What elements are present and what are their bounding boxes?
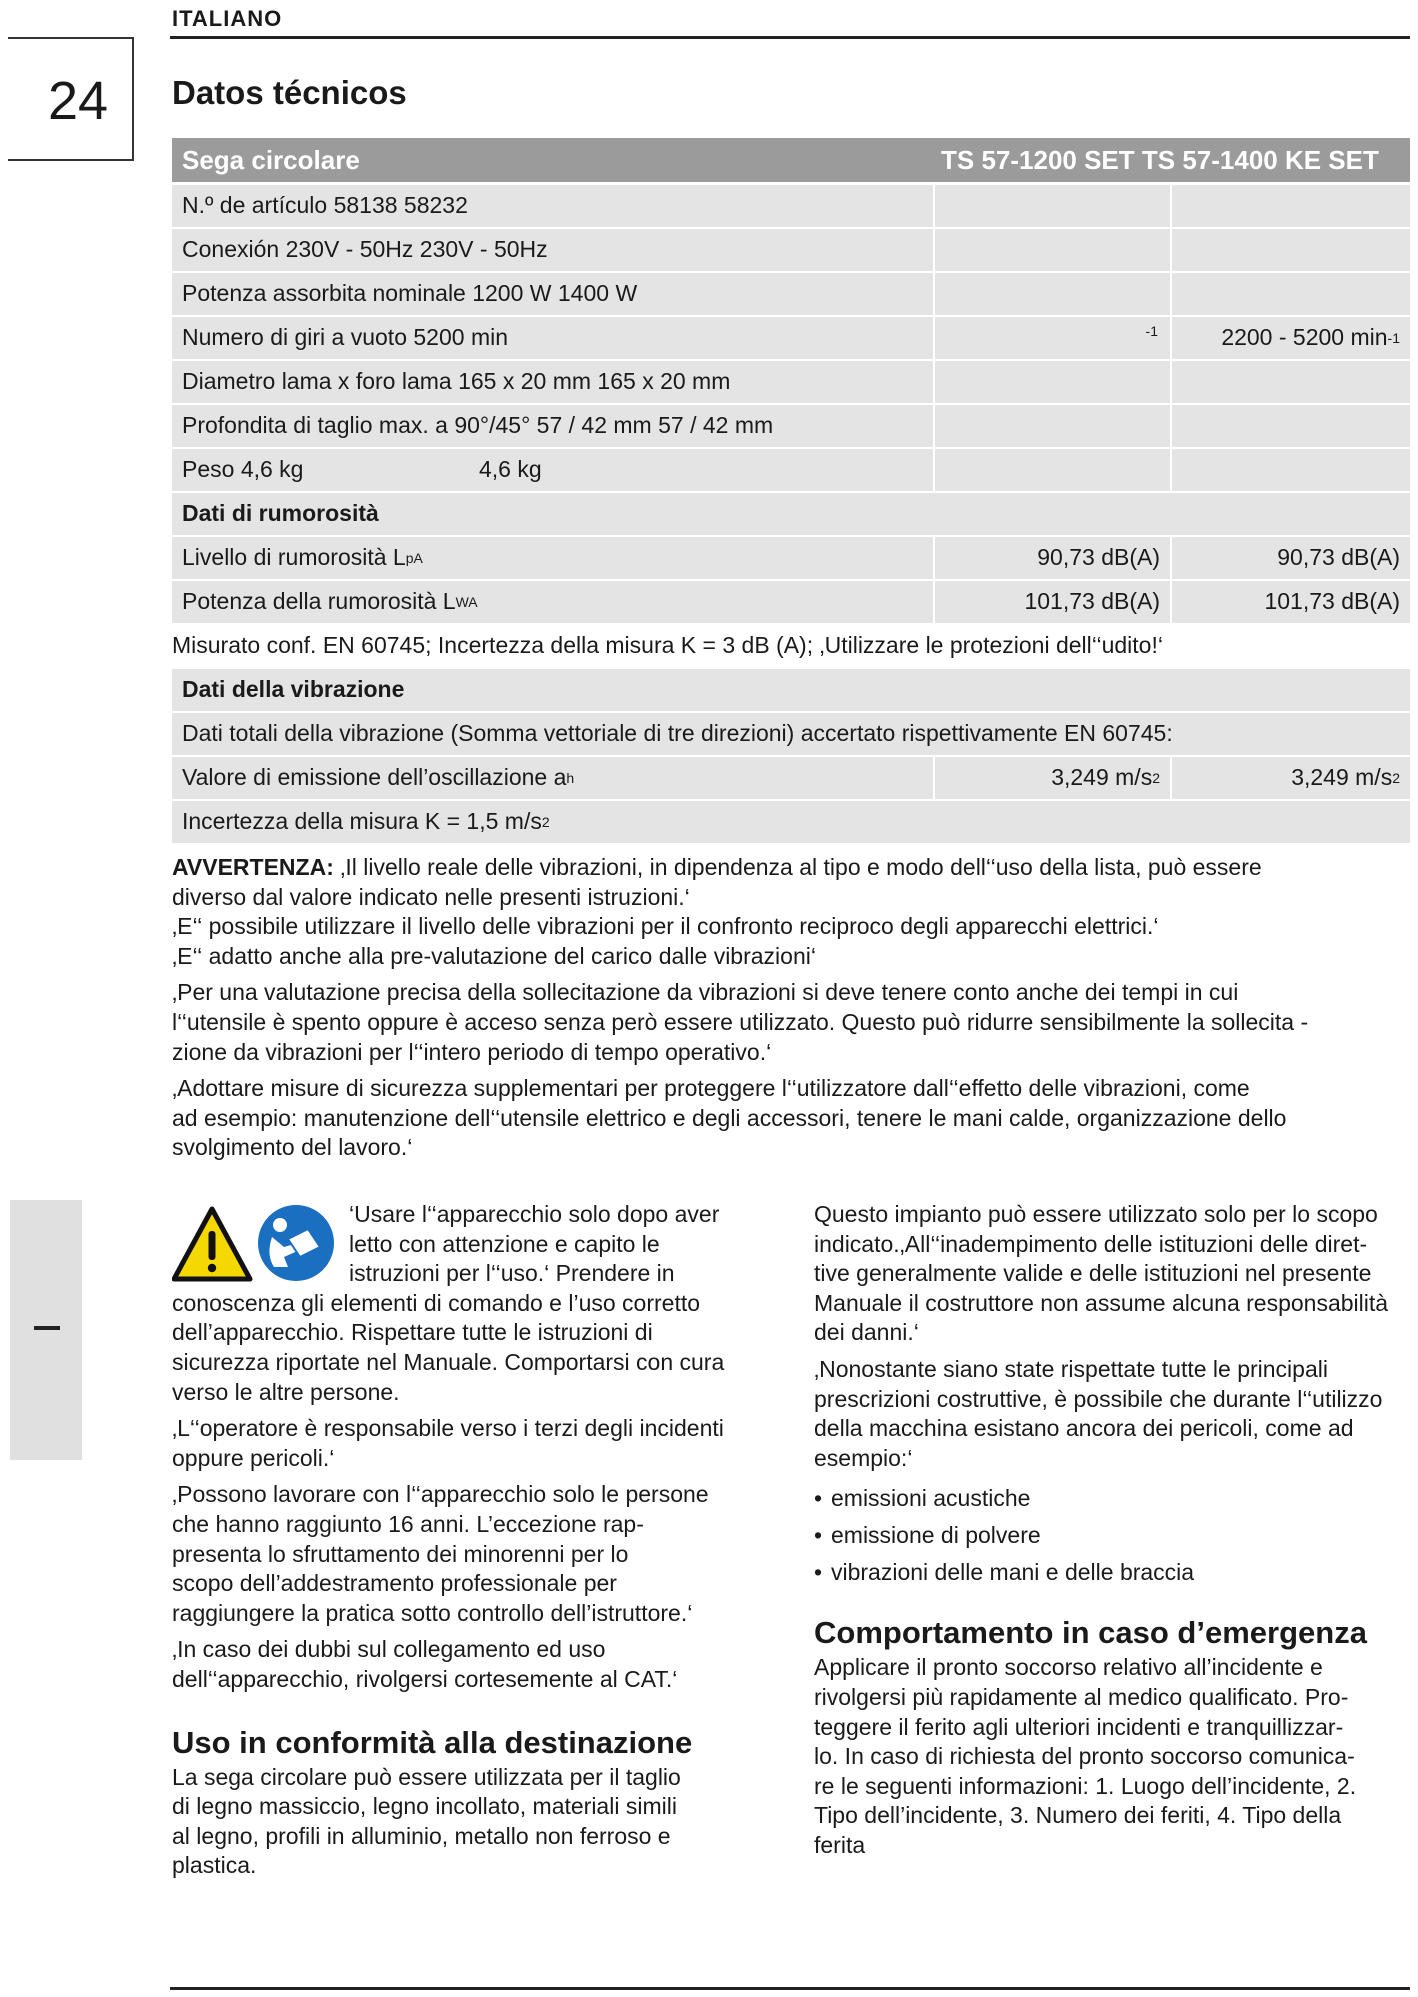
text-line: lo. In caso di richiesta del pronto soccorso comunica-	[814, 1743, 1355, 1770]
text-line: ‚E‘‘ adatto anche alla pre-valutazione del carico dalle vibrazioni‘	[172, 942, 816, 969]
noise-level-sub: pA	[405, 549, 423, 566]
vibration-uncertainty	[172, 801, 1410, 843]
row-weight	[172, 449, 933, 491]
text-line: ‚In caso dei dubbi sul collegamento ed uso	[172, 1636, 606, 1663]
header-label: Sega circolare	[182, 144, 360, 175]
text-line: letto con attenzione e capito le	[349, 1230, 660, 1257]
text-line: l‘‘utensile è spento oppure è acceso senza però essere utilizzato. Questo può ridurre sensibilmente la sollecita -	[172, 1008, 1309, 1035]
uncertainty-label: Incertezza della misura K = 1,5 m/s	[182, 808, 542, 835]
row-article: N.º de artículo 58138 58232	[172, 185, 933, 227]
left-column	[172, 1200, 772, 1888]
row-vibration-emission	[172, 757, 933, 799]
text-line: conoscenza gli elementi di comando e l’uso corretto	[172, 1289, 701, 1316]
table-row	[172, 713, 1410, 755]
table-row	[172, 405, 1410, 447]
text-line: che hanno raggiunto 16 anni. L’eccezione rap-	[172, 1510, 644, 1537]
vibration-emission-sub: h	[566, 769, 575, 786]
text-line: della macchina esistano ancora dei pericoli, come ad	[814, 1415, 1354, 1442]
safety-paragraph-4	[172, 1635, 772, 1694]
safety-paragraph-2	[172, 1414, 772, 1473]
rpm-cell-1	[935, 317, 1170, 359]
text-line: ad esempio: manutenzione dell‘‘utensile elettrico e degli accessori, tenere le mani calde, organizzazione dello	[172, 1104, 1287, 1131]
warning-label: AVVERTENZA:	[172, 854, 334, 880]
empty-cell	[935, 273, 1170, 315]
vibration-section-title: Dati della vibrazione	[172, 669, 1410, 711]
bullet-icon: •	[814, 1522, 823, 1549]
page-title: Datos técnicos	[172, 74, 407, 111]
bullet-icon: •	[814, 1559, 823, 1586]
noise-power-label: Potenza della rumorosità L	[182, 588, 456, 615]
language-label: ITALIANO	[172, 6, 283, 31]
text-line: plastica.	[172, 1852, 257, 1879]
text-line: Tipo dell’incidente, 3. Numero dei feriti, 4. Tipo della	[814, 1802, 1342, 1829]
text-line: re le seguenti informazioni: 1. Luogo dell’incidente, 2.	[814, 1772, 1357, 1799]
vibration-value: 3,249 m/s	[1051, 764, 1153, 791]
text-line: Manuale il costruttore non assume alcuna responsabilità	[814, 1289, 1389, 1316]
risk-list	[814, 1480, 1414, 1591]
weight-extra: 4,6 kg	[479, 456, 542, 483]
rpm-value-sup: -1	[1387, 329, 1400, 346]
empty-cell	[1172, 405, 1410, 447]
indented-lines	[172, 1200, 772, 1289]
text-line: prescrizioni costruttive, è possibile che durante l‘‘utilizzo	[814, 1385, 1383, 1412]
table-section-row	[172, 493, 1410, 535]
table-row	[172, 757, 1410, 799]
row-noise-power	[172, 581, 933, 623]
text-line: Applicare il pronto soccorso relativo all’incidente e	[814, 1654, 1323, 1681]
vibration-value-sup: 2	[1152, 769, 1160, 786]
warning-paragraph-1	[172, 853, 1412, 971]
footer-rule	[170, 1987, 1410, 1990]
text-line: scopo dell’addestramento professionale per	[172, 1570, 617, 1597]
intended-use-heading: Uso in conformità alla destinazione	[172, 1724, 693, 1760]
vibration-value: 3,249 m/s	[1291, 764, 1393, 791]
empty-cell	[935, 185, 1170, 227]
text-line: ‚Possono lavorare con l‘‘apparecchio solo le persone	[172, 1481, 709, 1508]
list-item	[814, 1554, 1414, 1591]
text-line: tive generalmente valide e delle istituzioni nel presente	[814, 1260, 1372, 1287]
text-line: teggere il ferito agli ulteriori incidenti e tranquillizzar-	[814, 1713, 1344, 1740]
warning-block	[172, 853, 1412, 1170]
text-line: di legno massiccio, legno incollato, materiali simili	[172, 1793, 677, 1820]
empty-cell	[935, 229, 1170, 271]
vibration-emission-2	[1172, 757, 1410, 799]
text-line: dei danni.‘	[814, 1319, 919, 1346]
table-row	[172, 537, 1410, 579]
intended-use-paragraph	[172, 1763, 772, 1881]
liability-paragraph	[814, 1200, 1414, 1348]
list-item	[814, 1517, 1414, 1554]
empty-cell	[935, 361, 1170, 403]
table-row	[172, 449, 1410, 491]
text-line: indicato.‚All‘‘inadempimento delle istituzioni delle diret-	[814, 1230, 1368, 1257]
emergency-heading: Comportamento in caso d’emergenza	[814, 1615, 1367, 1651]
text-line: verso le altre persone.	[172, 1378, 400, 1405]
table-row	[172, 581, 1410, 623]
text-line: sicurezza riportate nel Manuale. Comportarsi con cura	[172, 1348, 725, 1375]
residual-risk-paragraph	[814, 1355, 1414, 1473]
uncertainty-sup: 2	[541, 813, 550, 830]
right-column	[814, 1200, 1414, 1868]
empty-cell	[1172, 185, 1410, 227]
safety-paragraph-3	[172, 1480, 772, 1628]
vibration-value-sup: 2	[1392, 769, 1400, 786]
safety-paragraph-1	[172, 1200, 772, 1407]
paragraph-lines	[172, 1289, 772, 1407]
text-span: ‚Il livello reale delle vibrazioni, in dipendenza al tipo e modo dell‘‘uso della lista, può essere	[333, 854, 1262, 880]
empty-cell	[1172, 449, 1410, 491]
row-rpm: Numero di giri a vuoto 5200 min	[172, 317, 933, 359]
vibration-emission-1	[935, 757, 1170, 799]
text-line	[172, 853, 1412, 883]
table-row	[172, 361, 1410, 403]
table-row	[172, 801, 1410, 843]
row-connection: Conexión 230V - 50Hz 230V - 50Hz	[172, 229, 933, 271]
text-line: ‘Usare l‘‘apparecchio solo dopo aver	[349, 1201, 720, 1227]
row-power: Potenza assorbita nominale 1200 W 1400 W	[172, 273, 933, 315]
noise-level-label: Livello di rumorosità L	[182, 544, 406, 571]
table-row	[172, 229, 1410, 271]
text-line: ‚Adottare misure di sicurezza supplementari per proteggere l‘‘utilizzatore dall‘‘effetto delle vibrazioni, come	[172, 1075, 1250, 1102]
text-line: ‚Per una valutazione precisa della sollecitazione da vibrazioni si deve tenere conto anche dei tempi in cui	[172, 979, 1239, 1006]
table-row	[172, 185, 1410, 227]
rpm-value: 2200 - 5200 min	[1221, 324, 1388, 351]
empty-cell	[1172, 361, 1410, 403]
text-line: zione da vibrazioni per l‘‘intero periodo di tempo operativo.‘	[172, 1038, 772, 1065]
noise-power-sub: WA	[455, 593, 478, 610]
text-line: rivolgersi più rapidamente al medico qualificato. Pro-	[814, 1683, 1349, 1710]
text-line: istruzioni per l‘‘uso.‘ Prendere in	[349, 1260, 675, 1287]
warning-paragraph-2	[172, 978, 1412, 1067]
list-item-text: vibrazioni delle mani e delle braccia	[831, 1559, 1195, 1586]
noise-section-title: Dati di rumorosità	[172, 493, 1410, 535]
text-line: dell‘‘apparecchio, rivolgersi cortesemente al CAT.‘	[172, 1665, 678, 1692]
text-line: ferita	[814, 1831, 866, 1858]
text-line: dell’apparecchio. Rispettare tutte le istruzioni di	[172, 1319, 653, 1346]
list-item-text: emissione di polvere	[831, 1522, 1041, 1549]
noise-power-2: 101,73 dB(A)	[1172, 581, 1410, 623]
text-line: La sega circolare può essere utilizzata per il taglio	[172, 1763, 681, 1790]
side-tab-mark	[34, 1326, 60, 1330]
emergency-paragraph	[814, 1653, 1414, 1860]
table-row	[172, 273, 1410, 315]
side-tab	[10, 1200, 82, 1460]
text-line: raggiungere la pratica sotto controllo dell’istruttore.‘	[172, 1599, 693, 1626]
list-item	[814, 1480, 1414, 1517]
rpm-cell-2	[1172, 317, 1410, 359]
row-blade: Diametro lama x foro lama 165 x 20 mm 165 x 20 mm	[172, 361, 933, 403]
text-line: ‚E‘‘ possibile utilizzare il livello delle vibrazioni per il confronto reciproco degli apparecchi elettrici.‘	[172, 913, 1159, 940]
vibration-total: Dati totali della vibrazione (Somma vettoriale di tre direzioni) accertato rispettivamente EN 60745:	[172, 713, 1410, 755]
text-line: ‚Nonostante siano state rispettate tutte le principali	[814, 1355, 1328, 1382]
table-section-row	[172, 669, 1410, 711]
row-depth: Profondita di taglio max. a 90°/45° 57 / 42 mm 57 / 42 mm	[172, 405, 933, 447]
table-row	[172, 625, 1410, 667]
noise-level-2: 90,73 dB(A)	[1172, 537, 1410, 579]
row-noise-level	[172, 537, 933, 579]
noise-note: Misurato conf. EN 60745; Incertezza della misura K = 3 dB (A); ‚Utilizzare le protezioni dell‘‘udito!‘	[172, 625, 1410, 667]
list-item-text: emissioni acustiche	[831, 1485, 1031, 1512]
bullet-icon: •	[814, 1485, 823, 1512]
text-line: al legno, profili in alluminio, metallo non ferroso e	[172, 1822, 671, 1849]
noise-power-1: 101,73 dB(A)	[935, 581, 1170, 623]
page-number: 24	[48, 71, 109, 131]
weight-label: Peso 4,6 kg	[182, 456, 304, 483]
table-header	[172, 138, 1410, 182]
empty-cell	[935, 405, 1170, 447]
vibration-emission-label: Valore di emissione dell’oscillazione a	[182, 764, 567, 791]
table-row	[172, 317, 1410, 359]
header-models: TS 57-1200 SET TS 57-1400 KE SET	[941, 144, 1379, 175]
text-line: svolgimento del lavoro.‘	[172, 1134, 413, 1161]
text-line: ‚L‘‘operatore è responsabile verso i terzi degli incidenti	[172, 1415, 724, 1442]
text-line: Questo impianto può essere utilizzato solo per lo scopo	[814, 1201, 1378, 1227]
text-line: esempio:‘	[814, 1444, 913, 1471]
text-line: presenta lo sfruttamento dei minorenni per lo	[172, 1540, 629, 1567]
header-rule	[170, 36, 1410, 39]
spec-table	[172, 138, 1410, 845]
empty-cell	[1172, 273, 1410, 315]
warning-paragraph-3	[172, 1074, 1412, 1163]
rpm-unit-sup: -1	[1145, 323, 1158, 339]
text-line: diverso dal valore indicato nelle presenti istruzioni.‘	[172, 883, 690, 910]
text-line: oppure pericoli.‘	[172, 1444, 335, 1471]
empty-cell	[935, 449, 1170, 491]
empty-cell	[1172, 229, 1410, 271]
noise-level-1: 90,73 dB(A)	[935, 537, 1170, 579]
